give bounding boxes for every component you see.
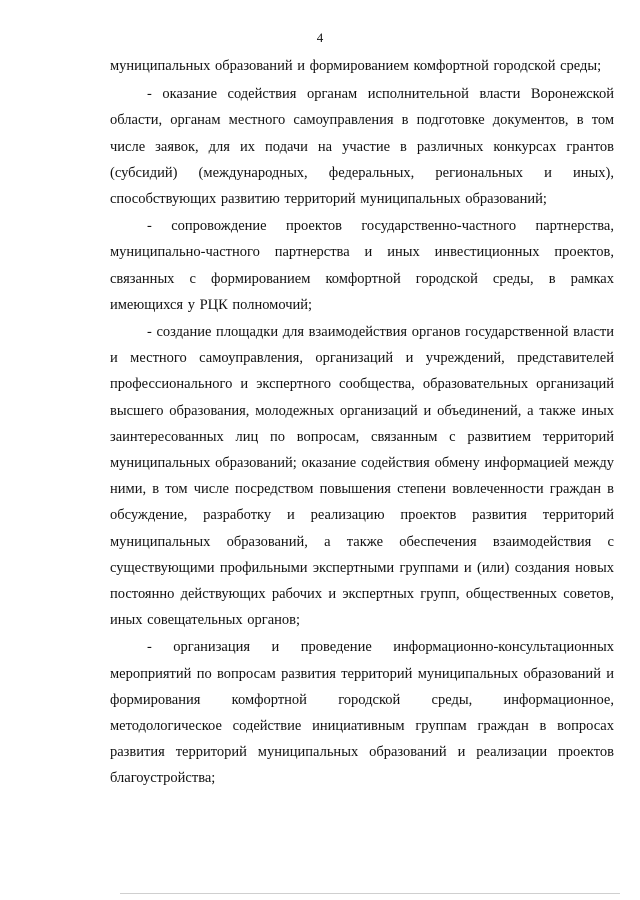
document-body: [110, 53, 614, 792]
page-number: 4: [316, 30, 324, 45]
paragraph-interaction-platform: - создание площадки для взаимодействия органов государственной власти и местного самоуправления, организаций и учреждений, представителей профессионального и экспертного сообщества, образовательных организаций высшего образования, молодежных организаций и объединений, а также иных заинтересованных лиц по вопросам, связанным с развитием территорий муниципальных образований; оказание содействия обмену информацией между ними, в том числе посредством повышения степени вовлеченности граждан в обсуждение, разработку и реализацию проектов развития территорий муниципальных образований, а также обеспечения взаимодействия с существующими профильными экспертными группами и (или) создания новых постоянно действующих рабочих и экспертных групп, общественных советов, иных совещательных органов;: [110, 324, 614, 629]
paragraph-continuation: муниципальных образований и формированием комфортной городской среды;: [110, 58, 602, 74]
paragraph-grant-assistance: - оказание содействия органам исполнительной власти Воронежской области, органам местного самоуправления в подготовке документов, в том числе заявок, для их подачи на участие в различных конкурсах грантов (субсидий) (международных, федеральных, региональных и иных), способствующих развитию территорий муниципальных образований;: [110, 86, 614, 208]
paragraph-partnership-projects: - сопровождение проектов государственно-частного партнерства, муниципально-частного партнерства и иных инвестиционных проектов, связанных с формированием комфортной городской среды, в рамках имеющихся у РЦК полномочий;: [110, 218, 614, 313]
bottom-scan-line: [120, 893, 620, 894]
paragraph-information-events: - организация и проведение информационно-консультационных мероприятий по вопросам развития территорий муниципальных образований и формирования комфортной городской среды, информационное, методологическое содействие инициативным группам граждан в вопросах развития территорий муниципальных образований и реализации проектов благоустройства;: [110, 639, 614, 787]
